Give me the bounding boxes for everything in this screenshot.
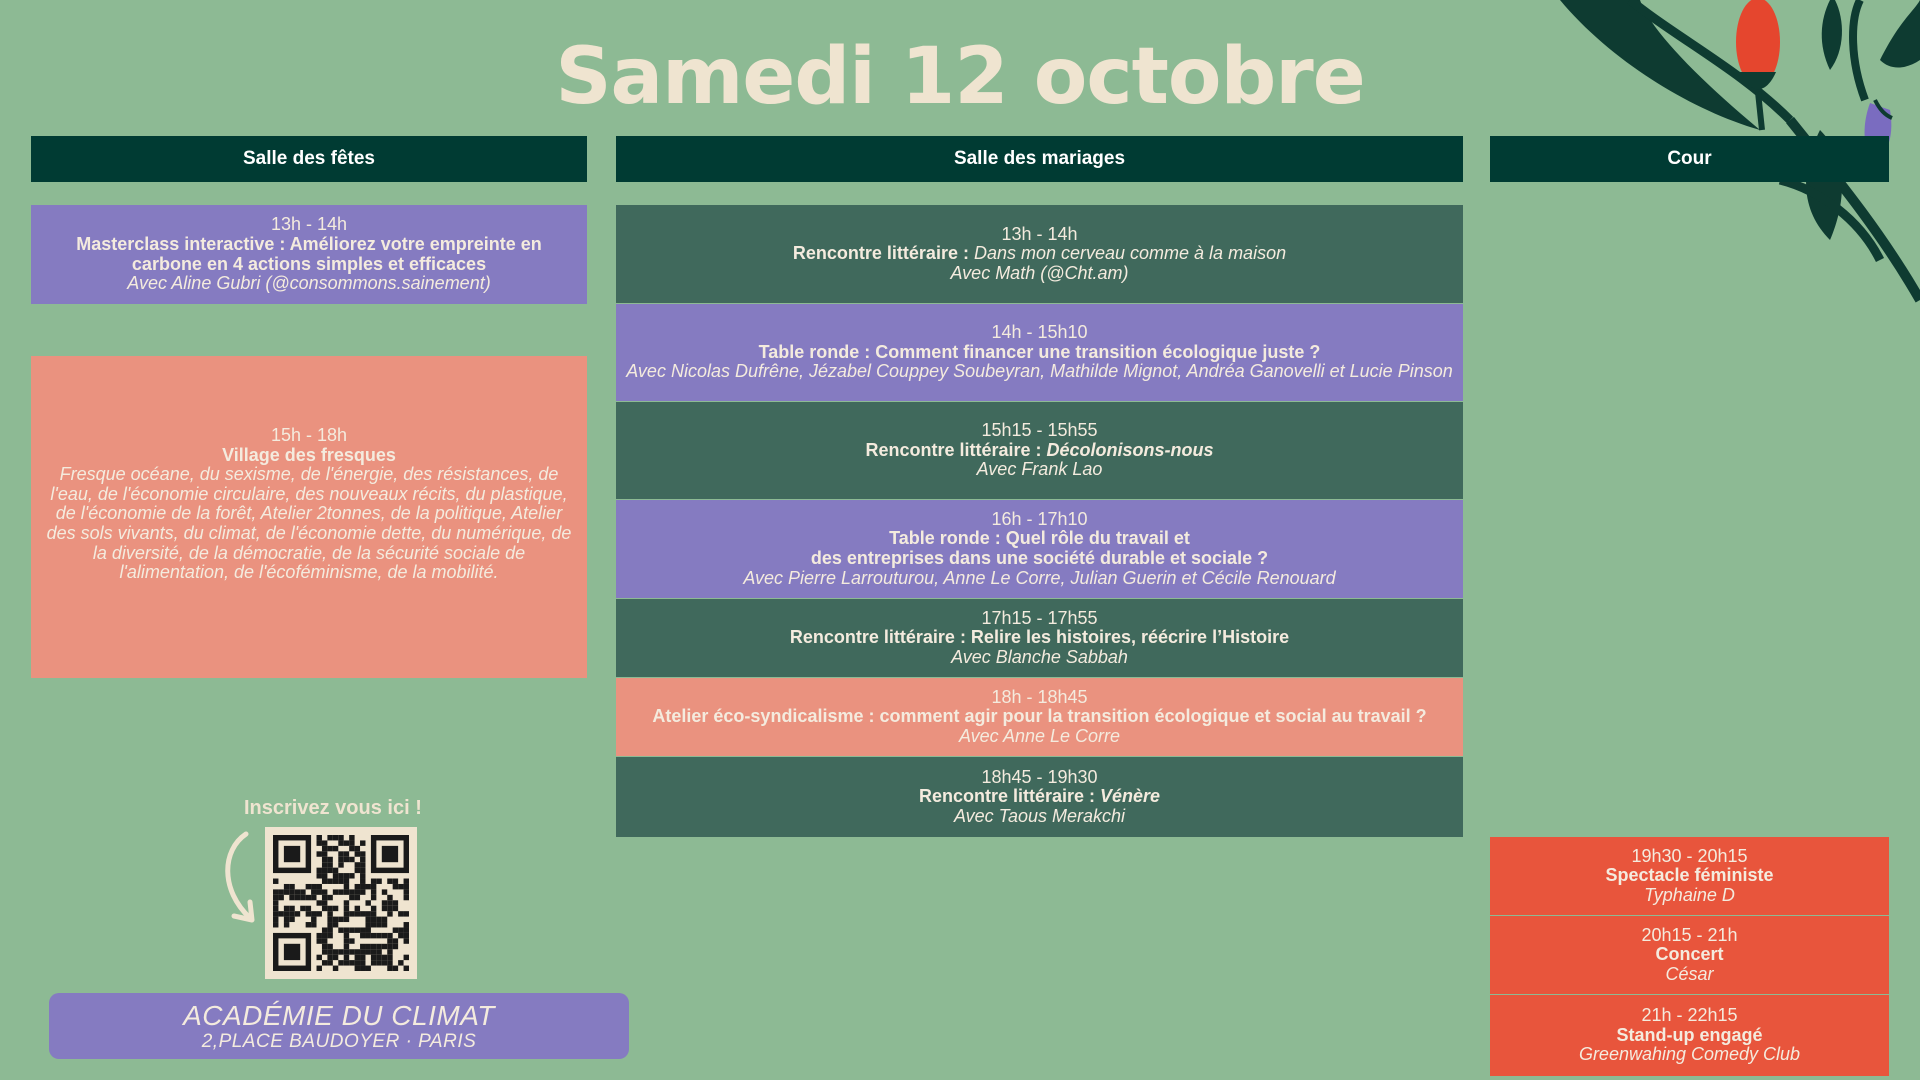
event-speakers: Avec Nicolas Dufrêne, Jézabel Couppey Soubeyran, Mathilde Mignot, Andréa Ganovelli et Lucie Pinson bbox=[626, 361, 1453, 382]
event-time: 17h15 - 17h55 bbox=[981, 607, 1098, 628]
event-speakers: Avec Aline Gubri (@consommons.sainement) bbox=[127, 273, 491, 294]
venue-banner bbox=[49, 993, 629, 1059]
column-header-cour: Cour bbox=[1490, 136, 1889, 182]
column-header-mariages: Salle des mariages bbox=[616, 136, 1463, 182]
event-card bbox=[31, 205, 587, 304]
event-time: 15h - 18h bbox=[270, 425, 348, 445]
event-title: Table ronde : Quel rôle du travail et bbox=[889, 528, 1190, 549]
event-title: Stand-up engagé bbox=[1616, 1024, 1763, 1045]
event-title-line2: des entreprises dans une société durable et sociale ? bbox=[810, 548, 1269, 568]
event-time: 18h45 - 19h30 bbox=[981, 766, 1098, 787]
event-speakers: Avec Math (@Cht.am) bbox=[950, 262, 1129, 283]
event-speakers: Avec Anne Le Corre bbox=[958, 725, 1121, 746]
event-title: Atelier éco-syndicalisme : comment agir pour la transition écologique et social au travail ? bbox=[652, 706, 1427, 727]
signup-label: Inscrivez vous ici ! bbox=[244, 797, 422, 819]
event-card bbox=[1490, 995, 1889, 1076]
event-time: 21h - 22h15 bbox=[1641, 1005, 1738, 1026]
event-title: Rencontre littéraire : Dans mon cerveau comme à la maison bbox=[792, 243, 1287, 264]
event-time: 20h15 - 21h bbox=[1641, 924, 1738, 945]
venue-name: ACADÉMIE DU CLIMAT bbox=[183, 1000, 495, 1031]
event-title: Spectacle féministe bbox=[1605, 865, 1774, 886]
page-title: Samedi 12 octobre bbox=[555, 32, 1365, 122]
event-speakers: Fresque océane, du sexisme, de l'énergie, des résistances, de l'eau, de l'économie circulaire, des nouveaux récits, du plastique, de l'économie de la forêt, Atelier 2tonnes, de la politique, Atelier des sols vivants, du climat, de l'économie dette, du numérique, de la diversité, de la démocratie, de la sécurité sociale de l'alimentation, de l'écoféminisme, de la mobilité. bbox=[46, 464, 572, 583]
event-title: Masterclass interactive : Améliorez votre empreinte en carbone en 4 actions simples et efficaces bbox=[76, 233, 542, 274]
event-time: 13h - 14h bbox=[1001, 223, 1078, 244]
event-card bbox=[616, 757, 1463, 837]
event-speakers: César bbox=[1665, 963, 1714, 984]
event-card bbox=[616, 304, 1463, 401]
event-card bbox=[1490, 837, 1889, 915]
event-title: Rencontre littéraire : Relire les histoires, réécrire l’Histoire bbox=[789, 627, 1290, 648]
event-time: 13h - 14h bbox=[270, 214, 348, 235]
event-card bbox=[616, 500, 1463, 598]
event-speakers: Avec Taous Merakchi bbox=[953, 805, 1126, 826]
event-speakers: Avec Frank Lao bbox=[976, 459, 1103, 480]
event-speakers: Typhaine D bbox=[1644, 884, 1735, 905]
event-card bbox=[616, 678, 1463, 756]
event-card bbox=[1490, 916, 1889, 994]
event-time: 18h - 18h45 bbox=[991, 686, 1088, 707]
event-title: Concert bbox=[1655, 944, 1724, 965]
event-title: Village des fresques bbox=[222, 444, 396, 465]
curved-arrow-icon bbox=[214, 830, 264, 930]
event-title: Rencontre littéraire : Vénère bbox=[918, 786, 1161, 807]
event-time: 14h - 15h10 bbox=[991, 322, 1088, 343]
event-card bbox=[31, 356, 587, 678]
event-speakers: Avec Pierre Larrouturou, Anne Le Corre, Julian Guerin et Cécile Renouard bbox=[743, 567, 1336, 588]
event-card bbox=[616, 205, 1463, 303]
event-speakers: Avec Blanche Sabbah bbox=[951, 646, 1128, 667]
event-title: Rencontre littéraire : Décolonisons-nous bbox=[865, 439, 1214, 460]
event-card bbox=[616, 402, 1463, 499]
event-speakers: Greenwahing Comedy Club bbox=[1578, 1044, 1801, 1065]
event-card bbox=[616, 599, 1463, 677]
event-time: 16h - 17h10 bbox=[991, 508, 1088, 529]
event-time: 19h30 - 20h15 bbox=[1631, 845, 1748, 866]
column-header-fetes: Salle des fêtes bbox=[31, 136, 587, 182]
event-title: Table ronde : Comment financer une transition écologique juste ? bbox=[758, 341, 1321, 362]
qr-code-icon[interactable] bbox=[265, 827, 417, 979]
venue-address: 2,PLACE BAUDOYER · PARIS bbox=[201, 1031, 477, 1052]
event-time: 15h15 - 15h55 bbox=[981, 420, 1098, 441]
